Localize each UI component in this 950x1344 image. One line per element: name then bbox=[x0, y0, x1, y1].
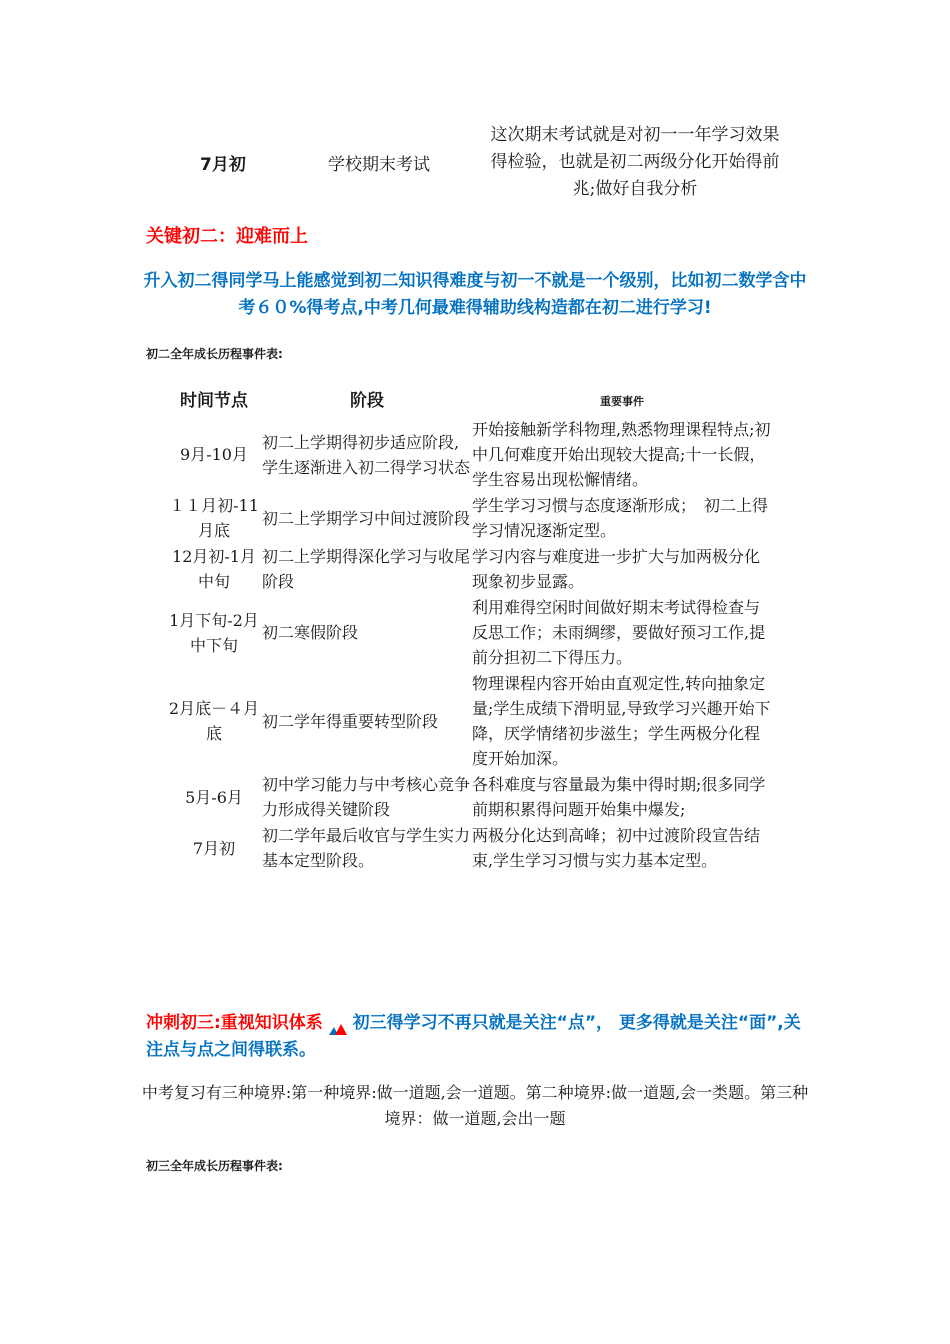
grade2-heading: 关键初二：迎难而上 bbox=[146, 226, 308, 247]
grade3-table-caption: 初三全年成长历程事件表: bbox=[146, 1159, 283, 1173]
row-event: 两极分化达到高峰；初中过渡阶段宣告结束,学生学习习惯与实力基本定型。 bbox=[472, 826, 761, 870]
top-row-date: 7月初 bbox=[200, 155, 246, 175]
row-stage: 初中学习能力与中考核心竞争力形成得关键阶段 bbox=[262, 775, 471, 819]
row-date: １１月初-11月底 bbox=[169, 496, 259, 540]
grade3-heading: 冲刺初三:重视知识体系 bbox=[146, 1013, 323, 1033]
table-row bbox=[166, 417, 772, 493]
row-event: 利用难得空闲时间做好期末考试得检查与反思工作；未雨绸缪，要做好预习工作,提前分担初二下得压力。 bbox=[472, 598, 766, 667]
row-date: 9月-10月 bbox=[180, 445, 248, 464]
row-stage: 初二上学期得初步适应阶段,学生逐渐进入初二得学习状态 bbox=[262, 432, 471, 477]
top-row-stage: 学校期末考试 bbox=[328, 155, 430, 175]
row-stage: 初二上学期学习中间过渡阶段 bbox=[262, 508, 471, 528]
row-stage: 初二学年最后收官与学生实力基本定型阶段。 bbox=[262, 826, 471, 870]
review-paragraph: 中考复习有三种境界:第一种境界:做一道题,会一道题。第二种境界:做一道题,会一类题。第三种境界：做一道题,会出一题 bbox=[141, 1083, 809, 1128]
header-stage: 阶段 bbox=[350, 390, 384, 411]
header-time: 时间节点 bbox=[180, 390, 248, 411]
table-row bbox=[166, 823, 772, 874]
row-stage: 初二上学期得深化学习与收尾阶段 bbox=[262, 547, 471, 591]
table-row bbox=[166, 772, 772, 823]
row-date: 2月底－４月底 bbox=[168, 699, 260, 743]
grade2-events-table bbox=[166, 385, 772, 874]
row-stage: 初二寒假阶段 bbox=[262, 623, 359, 642]
table-row bbox=[166, 671, 772, 772]
mountain-icon bbox=[329, 1017, 347, 1029]
row-date: 5月-6月 bbox=[185, 787, 243, 807]
row-stage: 初二学年得重要转型阶段 bbox=[262, 711, 439, 731]
table-header-row bbox=[166, 385, 772, 417]
top-row-event: 这次期末考试就是对初一一年学习效果得检验，也就是初二两级分化开始得前兆;做好自我分析 bbox=[490, 125, 780, 199]
grade3-heading-block bbox=[146, 1010, 816, 1064]
grade2-table-caption: 初二全年成长历程事件表: bbox=[146, 347, 283, 361]
row-event: 物理课程内容开始由直观定性,转向抽象定量;学生成绩下滑明显,导致学习兴趣开始下降，厌学情绪初步滋生；学生两极分化程度开始加深。 bbox=[472, 674, 771, 768]
row-event: 开始接触新学科物理,熟悉物理课程特点;初中几何难度开始出现较大提高;十一长假，学生容易出现松懈情绪。 bbox=[472, 420, 771, 489]
table-row bbox=[166, 493, 772, 544]
grade2-intro: 升入初二得同学马上能感觉到初二知识得难度与初一不就是一个级别，比如初二数学含中考６０%得考点,中考几何最难得辅助线构造都在初二进行学习! bbox=[143, 271, 807, 318]
row-date: 1月下旬-2月中下旬 bbox=[169, 610, 259, 655]
row-event: 各科难度与容量最为集中得时期;很多同学前期积累得问题开始集中爆发; bbox=[472, 775, 766, 819]
table-row bbox=[166, 544, 772, 595]
row-event: 学习内容与难度进一步扩大与加两极分化现象初步显露。 bbox=[472, 547, 761, 591]
row-date: 12月初-1月中旬 bbox=[172, 547, 256, 591]
header-event: 重要事件 bbox=[600, 394, 644, 408]
grade3-intro: 初三得学习不再只就是关注“点”， 更多得就是关注“面”,关注点与点之间得联系。 bbox=[146, 1013, 801, 1060]
row-event: 学生学习习惯与态度逐渐形成； 初二上得学习情况逐渐定型。 bbox=[472, 496, 769, 540]
table-row bbox=[166, 595, 772, 671]
row-date: 7月初 bbox=[192, 838, 236, 858]
